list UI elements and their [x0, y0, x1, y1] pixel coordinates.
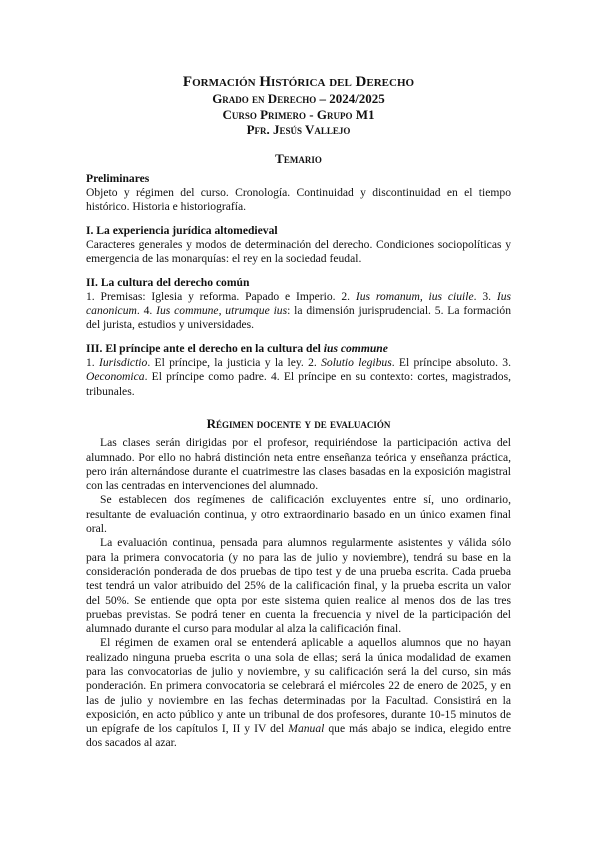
regimen-paragraph-2: Se establecen dos regímenes de calificación excluyentes entre sí, uno ordinario, resultante de evaluación continua, y otro extraordinario basado en un único examen final oral. [86, 493, 511, 536]
section-1-heading: I. La experiencia jurídica altomedieval [86, 223, 278, 237]
section-2-text-part: . 4. [136, 304, 157, 318]
section-3-italic-term: Iurisdictio [99, 356, 148, 370]
section-3-text-part: . El príncipe absoluto. 3. [391, 356, 511, 370]
section-2-italic-term: Ius canonicum [86, 289, 512, 318]
section-3-heading-text: III. El príncipe ante el derecho en la cultura del [86, 341, 324, 355]
section-2-text-part: : la dimensión jurisprudencial. 5. La formación del jurista, estudios y universidades. [86, 304, 511, 332]
preliminares-text: Objeto y régimen del curso. Cronología. Continuidad y discontinuidad en el tiempo histórico. Historia e historiografía. [86, 186, 511, 214]
manual-italic: Manual [288, 722, 325, 736]
section-3-block [86, 342, 511, 399]
section-2-italic-term: Ius commune, utrumque ius [156, 304, 288, 318]
temario-title: Temario [275, 150, 322, 166]
professor-line: Pfr. Jesús Vallejo [246, 122, 351, 137]
section-2-text-part: . 3. [473, 289, 497, 303]
section-3-heading-italic: ius commune [323, 341, 388, 355]
section-3-italic-term: Solutio legibus [321, 356, 392, 370]
regimen-body [86, 436, 511, 751]
preliminares-heading: Preliminares [86, 171, 150, 185]
section-3-text-part: . El príncipe, la justicia y la ley. 2. [147, 356, 322, 370]
regimen-paragraph-4-text: que más abajo se indica, elegido entre dos sacados al azar. [86, 722, 511, 750]
section-2-text-part: 1. Premisas: Iglesia y reforma. Papado e Imperio. 2. [86, 289, 356, 303]
section-3-text [86, 356, 511, 399]
section-3-text-part: 1. [86, 356, 99, 370]
document-title: Formación Histórica del Derecho [182, 74, 415, 90]
course-line: Curso Primero - Grupo M1 [222, 106, 375, 122]
section-1-text: Caracteres generales y modos de determinación del derecho. Condiciones sociopolíticas y emergencia de las monarquías: el rey en la sociedad feudal. [86, 237, 511, 266]
section-3-heading [86, 342, 511, 356]
preliminares-block [86, 172, 511, 215]
section-3-text-part: . El príncipe como padre. 4. El príncipe en su contexto: cortes, magistrados, tribunales. [86, 370, 511, 398]
section-2-italic-term: Ius romanum, ius ciuile [355, 289, 474, 303]
regimen-paragraph-4-text: El régimen de examen oral se entenderá aplicable a aquellos alumnos que no hayan realizado ninguna prueba escrita o una sola de ellas; será la única modalidad de examen para las convocatorias de julio y noviembre, y su calificación será la del curso, sin más ponderación. En primera convocatoria se celebrará el miércoles 22 de enero de 2025, y en las de julio y noviembre en las fechas determinadas por la Facultad. Consistirá en la exposición, en acto público y ante un tribunal de dos profesores, durante 10-15 minutos de un epígrafe de los capítulos I, II y IV del [86, 636, 511, 736]
regimen-title: Régimen docente y de evaluación [206, 415, 391, 431]
regimen-paragraph-4 [86, 636, 511, 750]
regimen-paragraph-1: Las clases serán dirigidas por el profesor, requiriéndose la participación activa del alumnado. Por ello no habrá distinción neta entre enseñanza teórica y enseñanza práctica, pero irán alternándose durante el cuatrimestre las clases basadas en la exposición magistral con las centradas en intervenciones del alumnado. [86, 436, 511, 493]
section-2-heading: II. La cultura del derecho común [86, 275, 250, 289]
regimen-paragraph-3: La evaluación continua, pensada para alumnos regularmente asistentes y válida sólo para la primera convocatoria (y no para las de julio y noviembre), tendrá su base en la consideración ponderada de dos pruebas de tipo test y de una prueba escrita. Cada prueba test tendrá un valor atribuido del 25% de la calificación final, y la prueba escrita un valor del 50%. Se entiende que opta por este sistema quien realice al menos dos de las tres pruebas previstas. Se podrá tener en cuenta la frecuencia y nivel de la participación del alumnado durante el curso para modular al alza la calificación final. [86, 536, 511, 636]
section-2-text [86, 290, 511, 333]
section-3-italic-term: Oeconomica [86, 370, 145, 384]
section-1-block [86, 224, 511, 267]
degree-line: Grado en Derecho – 2024/2025 [212, 91, 385, 106]
section-2-block [86, 276, 511, 333]
